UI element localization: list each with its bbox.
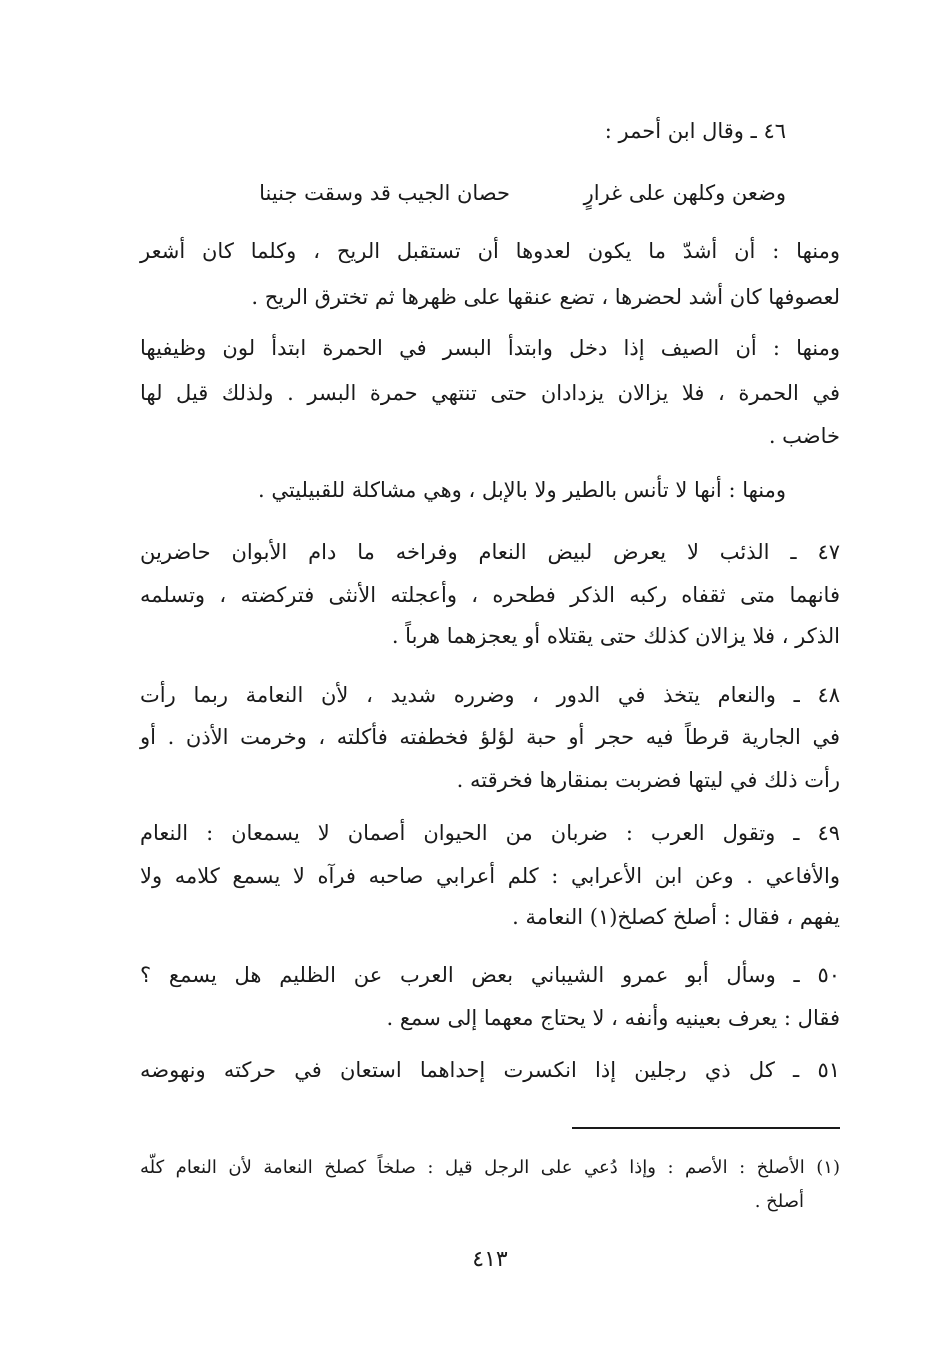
footnote-line: أصلخ . [754, 1191, 804, 1212]
section-heading: ٤٦ ـ وقال ابن أحمر : [604, 119, 786, 143]
text-line: ٥١ ـ كل ذي رجلين إذا انكسرت إحداهما استعان في حركته ونهوضه [140, 1058, 840, 1082]
text-line: ٤٩ ـ وتقول العرب : ضربان من الحيوان أصمان لا يسمعان : النعام [140, 821, 840, 845]
text-line: ٤٧ ـ الذئب لا يعرض لبيض النعام وفراخه ما دام الأبوان حاضرين [140, 540, 840, 564]
verse-second-hemistich: حصان الجيب قد وسقت جنينا [259, 181, 510, 205]
text-line: ومنها : أن الصيف إذا دخل وابتدأ البسر في الحمرة ابتدأ لون وظيفيها [140, 336, 840, 360]
book-page [140, 0, 840, 1369]
text-line: ٥٠ ـ وسأل أبو عمرو الشيباني بعض العرب عن الظليم هل يسمع ؟ [140, 963, 840, 987]
text-line: يفهم ، فقال : أصلخ كصلخ(١) النعامة . [512, 905, 840, 929]
text-line: رأت ذلك في ليتها فضربت بمنقارها فخرقته . [456, 768, 840, 792]
verse-first-hemistich: وضعن وكلهن على غرارٍ [583, 181, 786, 205]
text-line: في الحمرة ، فلا يزالان يزدادان حتى تنتهي حمرة البسر . ولذلك قيل لها [140, 381, 840, 405]
text-line: فانهما متى ثقفاه ركبه الذكر فطحره ، وأعجلته الأنثى فتركضته ، وتسلمه [140, 583, 840, 607]
text-line: ومنها : أنها لا تأنس بالطير ولا بالإبل ، وهي مشاكلة للقبيليتي . [258, 478, 786, 502]
text-line: الذكر ، فلا يزالان كذلك حتى يقتلاه أو يعجزهما هرباً . [391, 624, 840, 648]
text-line: والأفاعي . وعن ابن الأعرابي : كلم أعرابي صاحبه فرآه لا يسمع كلامه ولا [140, 864, 840, 888]
footnote-line: (١) الأصلخ : الأصم : وإذا دُعي على الرجل قيل : صلخاً كصلخ النعامة لأن النعام كلّه [140, 1157, 840, 1178]
text-line: لعصوفها كان أشد لحضرها ، تضع عنقها على ظهرها ثم تخترق الريح . [251, 285, 840, 309]
text-line: ومنها : أن أشدّ ما يكون لعدوها أن تستقبل الريح ، وكلما كان أشعر [140, 239, 840, 263]
text-line: فقال : يعرف بعينيه وأنفه ، لا يحتاج معهما إلى سمع . [386, 1006, 840, 1030]
footnote-divider [572, 1127, 840, 1129]
text-line: خاضب . [768, 424, 840, 448]
page-number: ٤١٣ [472, 1247, 508, 1272]
text-line: في الجارية قرطاً فيه حجر أو حبة لؤلؤ فخطفته فأكلته ، وخرمت الأذن . أو [140, 725, 840, 749]
text-line: ٤٨ ـ والنعام يتخذ في الدور ، وضرره شديد ، لأن النعامة ربما رأت [140, 683, 840, 707]
